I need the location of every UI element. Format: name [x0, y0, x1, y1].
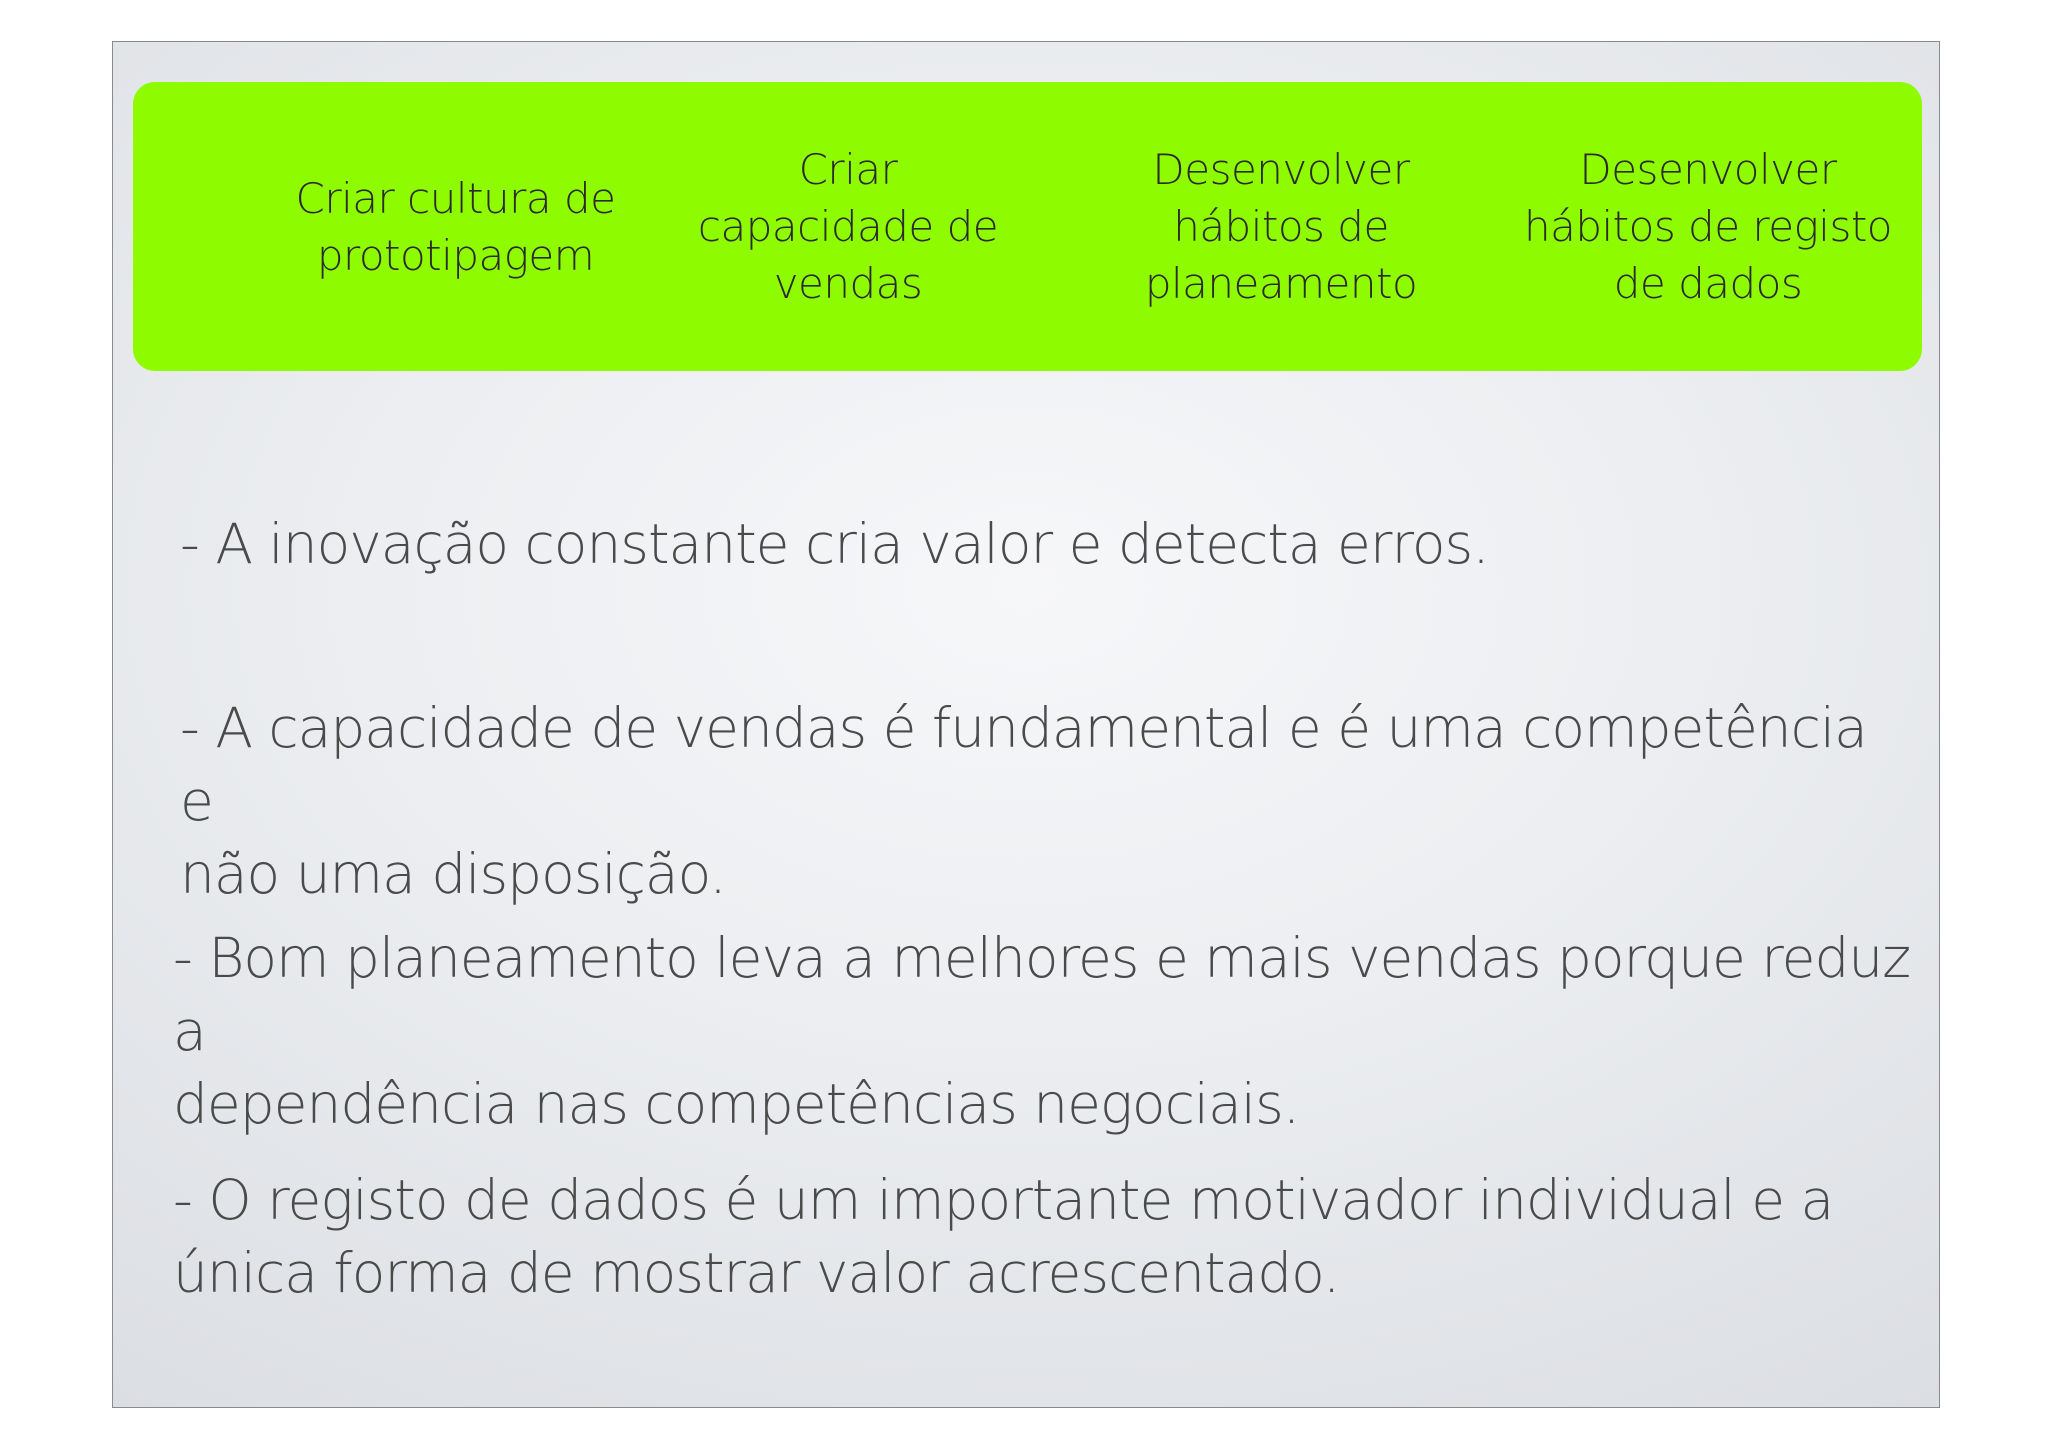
- banner-item-label: Desenvolver hábitos de planeamento: [1144, 145, 1418, 308]
- banner-item-planning: [1136, 82, 1426, 371]
- bullet-point-sales: - A capacidade de vendas é fundamental e é uma competência e não uma disposição.: [180, 696, 1867, 906]
- banner-item-prototyping: [273, 82, 638, 371]
- slide: [112, 41, 1940, 1408]
- bullet-point-innovation: - A inovação constante cria valor e detecta erros.: [180, 512, 1489, 576]
- bullet-point-planning: - Bom planeamento leva a melhores e mais vendas porque reduz a dependência nas competências negociais.: [173, 926, 1911, 1136]
- banner-item-label: Criar cultura de prototipagem: [295, 173, 616, 280]
- banner-item-data-recording: [1513, 82, 1903, 371]
- banner-item-label: Desenvolver hábitos de registo de dados: [1523, 145, 1893, 308]
- banner-item-sales: [689, 82, 1007, 371]
- banner-item-label: Criar capacidade de vendas: [697, 145, 999, 308]
- goals-banner: [133, 82, 1922, 371]
- bullet-point-data-recording: - O registo de dados é um importante motivador individual e a única forma de mostrar valor acrescentado.: [173, 1168, 1834, 1305]
